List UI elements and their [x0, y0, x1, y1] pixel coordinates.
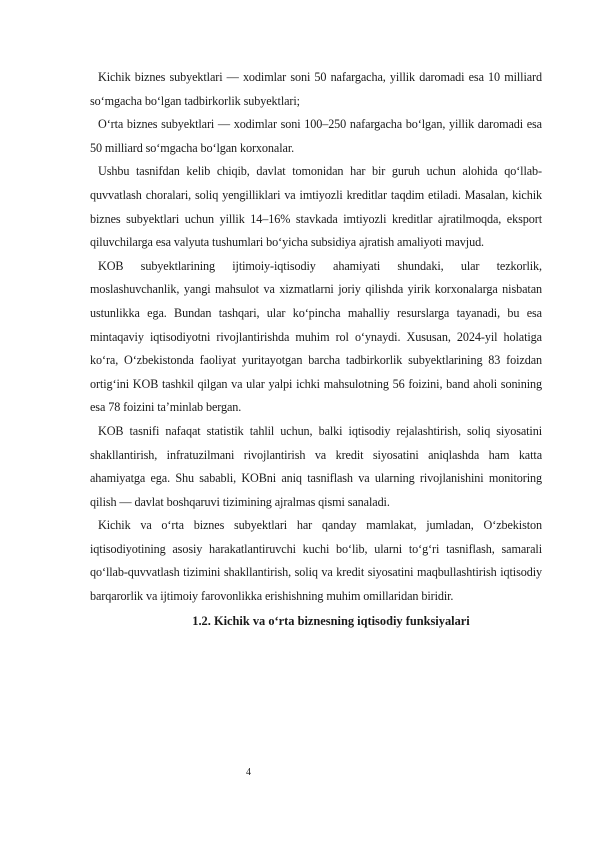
document-body	[90, 66, 542, 633]
page-number: 4	[246, 767, 251, 778]
paragraph-socioeconomic-importance: KOB subyektlarining ijtimoiy-iqtisodiy ahamiyati shundaki, ular tezkorlik, moslashuvchanlik, yangi mahsulot va xizmatlarni joriy qilishda yirik korxonalarga nisbatan ustunlikka ega. Bundan tashqari, ular ko‘pincha mahalliy resurslarga tayanadi, bu esa mintaqaviy iqtisodiyotni rivojlantirishda muhim rol o‘ynaydi. Xususan, 2024-yil holatiga ko‘ra, O‘zbekistonda faoliyat yuritayotgan barcha tadbirkorlik subyektlarining 83 foizdan ortig‘ini KOB tashkil qilgan va ular yalpi ichki mahsulotning 56 foizini, band aholi sonining esa 78 foizini ta’minlab bergan.	[90, 258, 542, 415]
paragraph-conclusion: Kichik va o‘rta biznes subyektlari har qanday mamlakat, jumladan, O‘zbekiston iqtisodiyotining asosiy harakatlantiruvchi kuchi bo‘lib, ularni to‘g‘ri tasniflash, samarali qo‘llab-quvvatlash tizimini shakllantirish, soliq va kredit siyosatini maqbullashtirish iqtisodiy barqarorlik va ijtimoiy farovonlikka erishishning muhim omillaridan biridir.	[90, 518, 542, 604]
paragraph-medium-business-definition: O‘rta biznes subyektlari — xodimlar soni 100–250 nafargacha bo‘lgan, yillik daromadi esa 50 milliard so‘mgacha bo‘lgan korxonalar.	[90, 117, 542, 155]
paragraph-classification-significance: KOB tasnifi nafaqat statistik tahlil uchun, balki iqtisodiy rejalashtirish, soliq siyosatini shakllantirish, infratuzilmani rivojlantirish va kredit siyosatini aniqlashda ham katta ahamiyatga ega. Shu sababli, KOBni aniq tasniflash va ularning rivojlanishini monitoring qilish — davlat boshqaruvi tizimining ajralmas qismi sanaladi.	[90, 423, 542, 509]
section-title: 1.2. Kichik va o‘rta biznesning iqtisodiy funksiyalari	[192, 613, 470, 628]
paragraph-small-business-definition: Kichik biznes subyektlari — xodimlar soni 50 nafargacha, yillik daromadi esa 10 milliard so‘mgacha bo‘lgan tadbirkorlik subyektlari;	[90, 70, 542, 108]
paragraph-state-support: Ushbu tasnifdan kelib chiqib, davlat tomonidan har bir guruh uchun alohida qo‘llab-quvvatlash choralari, soliq yengilliklari va imtiyozli kreditlar taqdim etiladi. Masalan, kichik biznes subyektlari uchun yillik 14–16% stavkada imtiyozli kreditlar ajratilmoqda, eksport qiluvchilarga esa valyuta tushumlari bo‘yicha subsidiya ajratish amaliyoti mavjud.	[90, 164, 542, 250]
